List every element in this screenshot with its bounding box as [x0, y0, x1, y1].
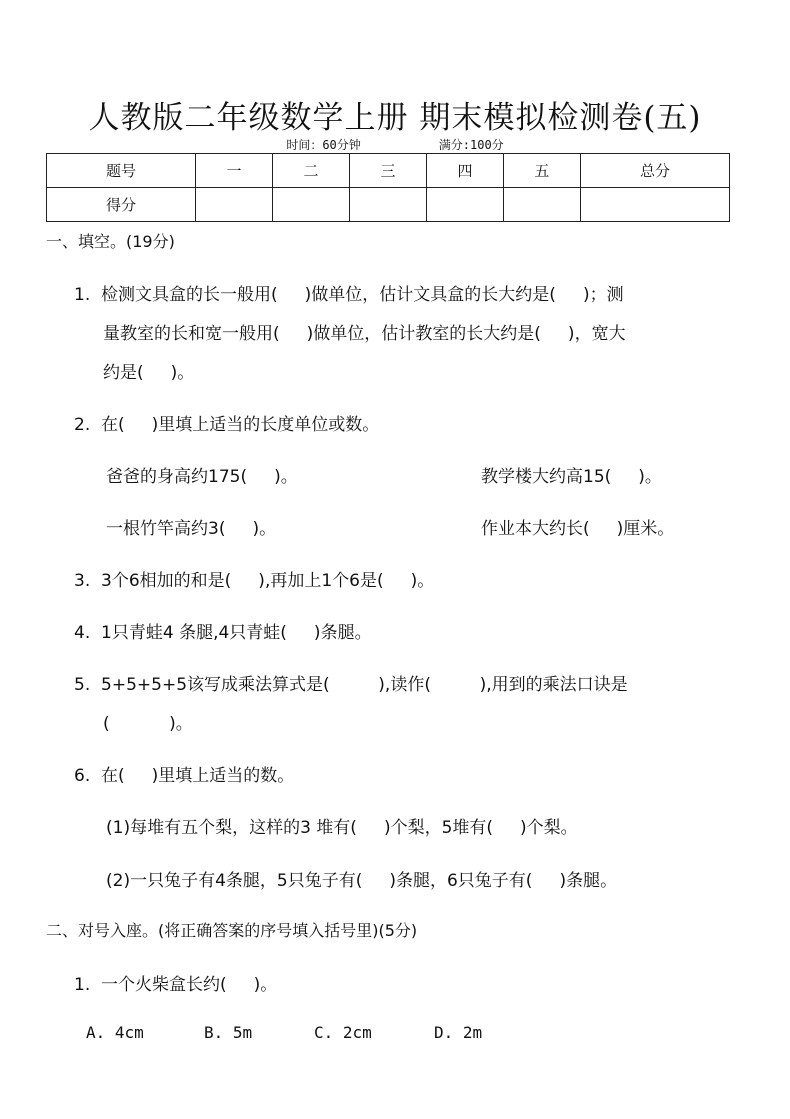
- question-1-line-2: 量教室的长和宽一般用( )做单位，估计教室的长大约是( )，宽大: [103, 324, 626, 344]
- score-table: [46, 153, 730, 222]
- option-b[interactable]: B. 5m: [204, 1023, 253, 1042]
- score-table-score-row: [47, 188, 730, 222]
- question-3: 3. 3个6相加的和是( ),再加上1个6是( )。: [74, 571, 435, 591]
- section-2-heading: 二、对号入座。(将正确答案的序号填入括号里)(5分): [46, 921, 418, 940]
- question-6: 6. 在( )里填上适当的数。: [74, 766, 295, 786]
- page-title: 人教版二年级数学上册 期末模拟检测卷(五): [88, 100, 702, 136]
- score-cell[interactable]: [350, 188, 427, 222]
- score-table-header-cell: 一: [196, 154, 273, 188]
- question-6-part-1: (1)每堆有五个梨，这样的3 堆有( )个梨，5堆有( )个梨。: [106, 818, 578, 838]
- option-a[interactable]: A. 4cm: [86, 1023, 144, 1042]
- question-2: 2. 在( )里填上适当的长度单位或数。: [74, 415, 380, 435]
- full-score: 满分:100分: [438, 138, 504, 152]
- question-6-part-2: (2)一只兔子有4条腿，5只兔子有( )条腿，6只兔子有( )条腿。: [106, 871, 618, 891]
- question-2-item-a: 爸爸的身高约175( )。: [106, 467, 298, 487]
- question-1-line-1: 1. 检测文具盒的长一般用( )做单位，估计文具盒的长大约是( )；测: [74, 285, 624, 305]
- score-cell[interactable]: [196, 188, 273, 222]
- time-limit: 时间：60分钟: [286, 138, 361, 152]
- question-4: 4. 1只青蛙4 条腿,4只青蛙( )条腿。: [74, 623, 372, 643]
- question-2-item-d: 作业本大约长( )厘米。: [481, 519, 675, 539]
- exam-info: [0, 136, 790, 153]
- score-cell[interactable]: [273, 188, 350, 222]
- option-d[interactable]: D. 2m: [434, 1023, 483, 1042]
- score-cell[interactable]: [580, 188, 729, 222]
- question-2-item-b: 教学楼大约高15( )。: [481, 467, 662, 487]
- question-5-line-1: 5. 5+5+5+5该写成乘法算式是( ),读作( ),用到的乘法口诀是: [74, 675, 628, 695]
- score-table-header-cell: 总分: [580, 154, 729, 188]
- question-5-line-2: ( )。: [103, 714, 193, 734]
- question-2-item-c: 一根竹竿高约3( )。: [106, 519, 277, 539]
- score-table-header-row: [47, 154, 730, 188]
- section-2-question-1: 1. 一个火柴盒长约( )。: [74, 975, 278, 995]
- score-table-header-cell: 三: [350, 154, 427, 188]
- score-table-header-cell: 题号: [47, 154, 196, 188]
- choice-options: [86, 1023, 482, 1042]
- score-row-label: 得分: [47, 188, 196, 222]
- option-c[interactable]: C. 2cm: [314, 1023, 372, 1042]
- section-1-heading: 一、填空。(19分): [46, 232, 175, 251]
- question-1-line-3: 约是( )。: [103, 363, 195, 383]
- score-table-header-cell: 四: [426, 154, 503, 188]
- score-cell[interactable]: [503, 188, 580, 222]
- score-cell[interactable]: [426, 188, 503, 222]
- score-table-header-cell: 五: [503, 154, 580, 188]
- score-table-header-cell: 二: [273, 154, 350, 188]
